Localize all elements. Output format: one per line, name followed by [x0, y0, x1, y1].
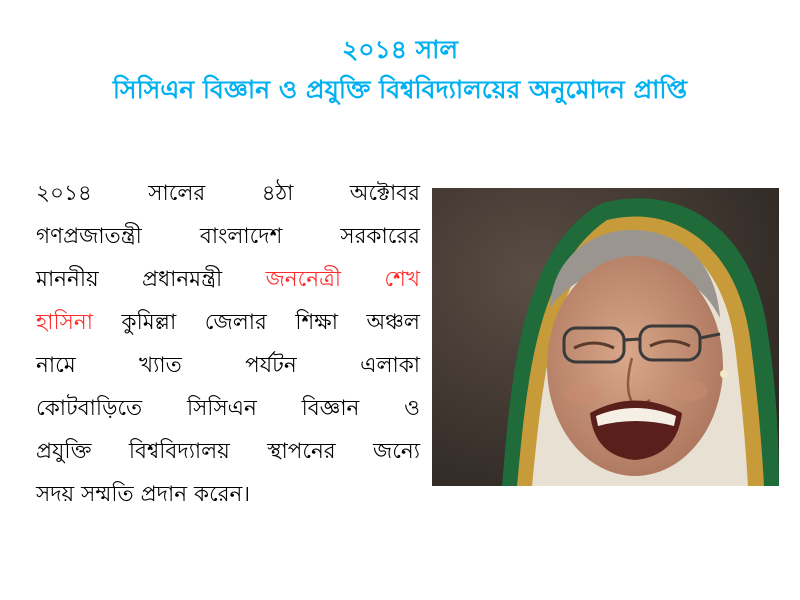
word: করেন।	[194, 482, 251, 507]
word: বিজ্ঞান	[301, 396, 360, 421]
word: অক্টোবর	[349, 181, 420, 206]
body-line-3	[36, 258, 420, 301]
title-main: সিসিএন বিজ্ঞান ও প্রযুক্তি বিশ্ববিদ্যালয়ের অনুমোদন প্রাপ্তি	[112, 75, 688, 104]
word: সিসিএন	[186, 396, 257, 421]
word: জেলার	[204, 310, 267, 335]
highlighted-name: হাসিনা	[36, 310, 93, 335]
word: শিক্ষা	[295, 310, 338, 335]
slide-title	[0, 30, 800, 110]
body-line-6	[36, 387, 420, 430]
word: সালের	[148, 181, 206, 206]
word: গণপ্রজাতন্ত্রী	[36, 224, 142, 249]
body-line-2	[36, 215, 420, 258]
word: কোটবাড়িতে	[36, 396, 143, 421]
word: বাংলাদেশ	[199, 224, 283, 249]
highlighted-name: শেখ	[384, 267, 420, 292]
word: সরকারের	[340, 224, 420, 249]
word: সদয়	[36, 482, 75, 507]
highlighted-name: জননেত্রী	[265, 267, 342, 292]
body-paragraph	[36, 172, 420, 516]
portrait-photo-illustration	[432, 188, 779, 486]
word: এলাকা	[360, 353, 420, 378]
body-line-8	[36, 473, 420, 516]
body-line-7	[36, 430, 420, 473]
body-line-5	[36, 344, 420, 387]
word: সম্মতি	[81, 482, 134, 507]
word: খ্যাত	[139, 353, 182, 378]
word: প্রযুক্তি	[36, 439, 92, 464]
word: অঞ্চল	[366, 310, 420, 335]
word: মাননীয়	[36, 267, 99, 292]
word: ও	[404, 396, 420, 421]
word: ২০১৪	[36, 181, 92, 206]
body-line-4	[36, 301, 420, 344]
word: প্রধানমন্ত্রী	[142, 267, 223, 292]
word: স্থাপনের	[267, 439, 336, 464]
word: প্রদান	[140, 482, 188, 507]
word: কুমিল্লা	[121, 310, 177, 335]
word: পর্যটন	[245, 353, 297, 378]
word: নামে	[36, 353, 76, 378]
word: ৪ঠা	[261, 181, 294, 206]
body-line-1	[36, 172, 420, 215]
word: বিশ্ববিদ্যালয়	[128, 439, 230, 464]
word: জন্যে	[373, 439, 420, 464]
title-year: ২০১৪ সাল	[341, 35, 459, 64]
portrait-photo	[432, 188, 779, 486]
